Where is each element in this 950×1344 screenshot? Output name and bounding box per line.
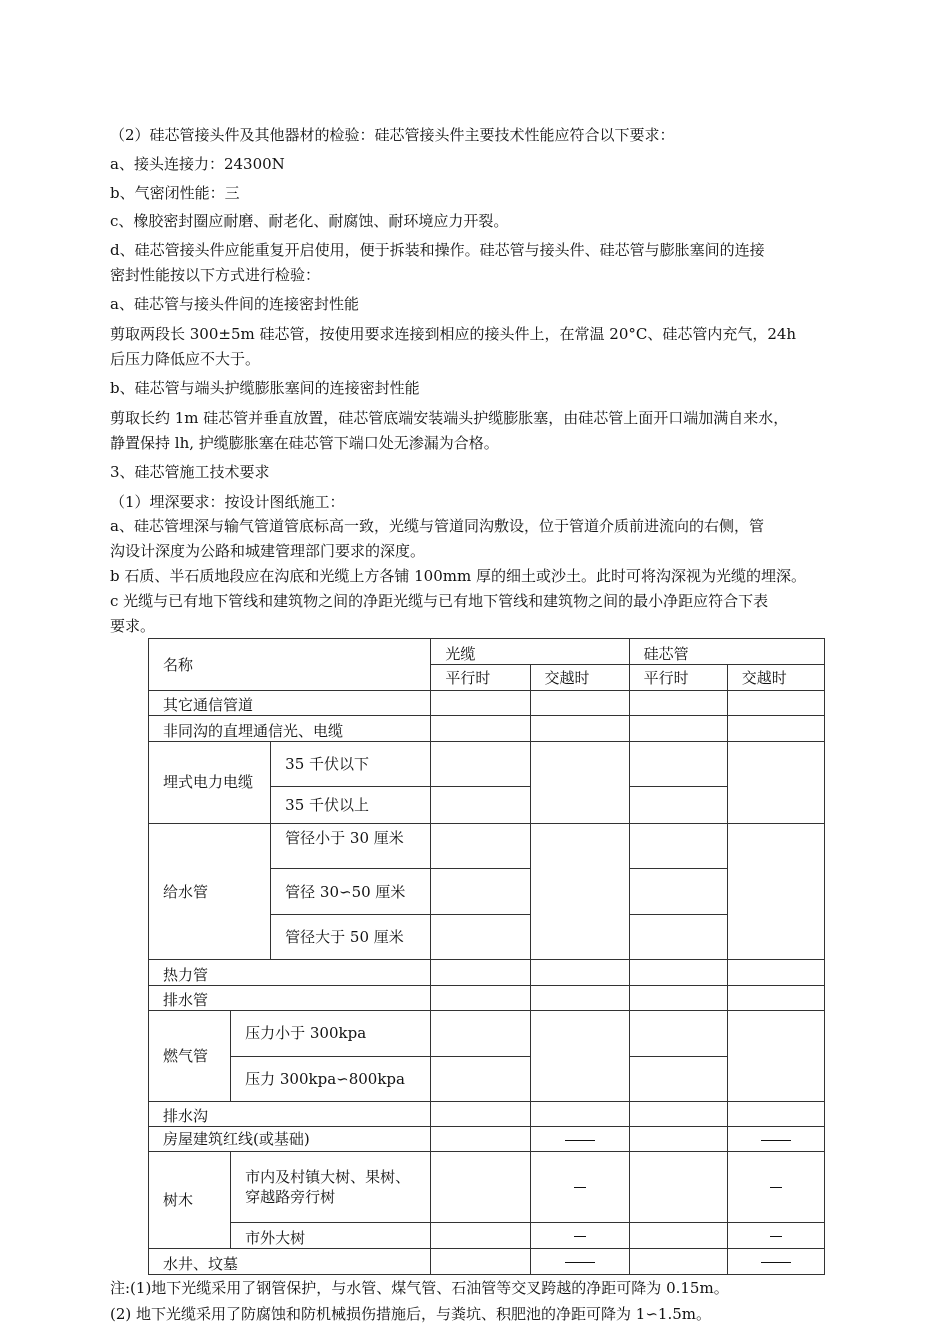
dash-mark	[574, 1187, 586, 1188]
cell	[431, 741, 530, 786]
paragraph-test-b-body: 剪取长约 1m 硅芯管并垂直放置，硅芯管底端安装端头护缆膨胀塞，由硅芯管上面开口端加满自来水，	[110, 409, 789, 427]
cell	[727, 1222, 824, 1248]
row-gas-pipe: 燃气管	[149, 1011, 231, 1102]
cell	[431, 1152, 530, 1222]
header-cable-parallel: 平行时	[431, 665, 530, 691]
cell	[431, 1248, 530, 1274]
cell	[530, 986, 629, 1011]
row-dia-30-50: 管径 30∽50 厘米	[271, 869, 431, 914]
paragraph-depth-a-cont: 沟设计深度为公路和城建管理部门要求的深度。	[110, 542, 426, 560]
header-silicon-pipe: 硅芯管	[629, 639, 824, 665]
cell	[530, 1101, 629, 1126]
cell	[727, 1101, 824, 1126]
row-drain-ditch: 排水沟	[149, 1101, 431, 1126]
cell	[431, 716, 530, 741]
dash-mark	[770, 1236, 782, 1237]
paragraph-depth-c: c 光缆与已有地下管线和建筑物之间的净距光缆与已有地下管线和建筑物之间的最小净距应符合下表	[110, 592, 769, 610]
cell	[727, 959, 824, 985]
paragraph-test-b-body-cont: 静置保持 lh, 护缆膨胀塞在硅芯管下端口处无渗漏为合格。	[110, 434, 499, 452]
row-pressure-lt300: 压力小于 300kpa	[231, 1011, 431, 1056]
cell	[629, 691, 727, 716]
cell	[727, 1011, 824, 1102]
paragraph-item-d: d、硅芯管接头件应能重复开启使用，便于拆装和操作。硅芯管与接头件、硅芯管与膨胀塞间的连接	[110, 241, 765, 259]
clearance-table	[148, 638, 825, 1275]
row-pressure-300-800: 压力 300kpa∽800kpa	[231, 1056, 431, 1101]
paragraph-test-a-body-cont: 后压力降低应不大于。	[110, 350, 261, 368]
row-trees: 树木	[149, 1152, 231, 1249]
section-heading-3: 3、硅芯管施工技术要求	[110, 463, 270, 481]
header-pipe-parallel: 平行时	[629, 665, 727, 691]
cell	[431, 691, 530, 716]
paragraph-depth-c-cont: 要求。	[110, 617, 156, 635]
paragraph-depth-b: b 石质、半石质地段应在沟底和光缆上方各铺 100mm 厚的细土或沙土。此时可将沟深视为光缆的埋深。	[110, 567, 806, 585]
cell	[530, 959, 629, 985]
paragraph-item-a: a、接头连接力：24300N	[110, 155, 285, 173]
dash-mark	[565, 1140, 595, 1141]
paragraph-test-b-title: b、硅芯管与端头护缆膨胀塞间的连接密封性能	[110, 379, 420, 397]
row-kv-above-35: 35 千伏以上	[271, 786, 431, 823]
row-water-pipe: 给水管	[149, 824, 271, 960]
row-power-cable: 埋式电力电缆	[149, 741, 271, 824]
dash-mark	[761, 1262, 791, 1263]
paragraph-test-a-body: 剪取两段长 300±5m 硅芯管，按使用要求连接到相应的接头件上，在常温 20°C、硅芯管内充气，24h	[110, 325, 797, 343]
paragraph-heading-2: （2）硅芯管接头件及其他器材的检验：硅芯管接头件主要技术性能应符合以下要求：	[110, 126, 675, 144]
cell	[431, 914, 530, 959]
cell	[629, 869, 727, 914]
paragraph-depth-a: a、硅芯管埋深与输气管道管底标高一致，光缆与管道同沟敷设，位于管道介质前进流向的右侧，管	[110, 517, 764, 535]
cell	[431, 786, 530, 823]
cell	[727, 1248, 824, 1274]
paragraph-test-a-title: a、硅芯管与接头件间的连接密封性能	[110, 295, 359, 313]
row-trees-outer: 市外大树	[231, 1222, 431, 1248]
cell	[530, 1127, 629, 1152]
cell	[727, 824, 824, 960]
cell	[431, 1011, 530, 1056]
cell	[431, 1127, 530, 1152]
cell	[629, 1248, 727, 1274]
cell	[530, 716, 629, 741]
paragraph-item-b: b、气密闭性能：三	[110, 184, 240, 202]
cell	[727, 1127, 824, 1152]
cell	[629, 1056, 727, 1101]
row-dia-gt50: 管径大于 50 厘米	[271, 914, 431, 959]
dash-mark	[574, 1236, 586, 1237]
cell	[727, 691, 824, 716]
cell	[727, 741, 824, 824]
cell	[530, 1011, 629, 1102]
row-trees-urban: 市内及村镇大树、果树、穿越路旁行树	[231, 1152, 431, 1222]
cell	[530, 1222, 629, 1248]
cell	[530, 1248, 629, 1274]
cell	[431, 869, 530, 914]
cell	[629, 1152, 727, 1222]
paragraph-depth-title: （1）埋深要求：按设计图纸施工：	[110, 493, 345, 511]
cell	[629, 1222, 727, 1248]
dash-mark	[761, 1140, 791, 1141]
row-heat-pipe: 热力管	[149, 959, 431, 985]
note-2: (2) 地下光缆采用了防腐蚀和防机械损伤措施后，与粪坑、积肥池的净距可降为 1∽1.5m。	[110, 1305, 711, 1323]
row-dia-lt30: 管径小于 30 厘米	[271, 824, 431, 869]
cell	[629, 1101, 727, 1126]
cell	[431, 824, 530, 869]
cell	[629, 986, 727, 1011]
cell	[431, 1056, 530, 1101]
cell	[629, 786, 727, 823]
row-well-tomb: 水井、坟墓	[149, 1248, 431, 1274]
cell	[629, 914, 727, 959]
cell	[629, 716, 727, 741]
header-cable: 光缆	[431, 639, 629, 665]
cell	[431, 959, 530, 985]
paragraph-item-d-cont: 密封性能按以下方式进行检验：	[110, 266, 321, 284]
row-building: 房屋建筑红线(或基础)	[149, 1127, 431, 1152]
header-name: 名称	[149, 639, 431, 691]
cell	[629, 741, 727, 786]
header-pipe-crossing: 交越时	[727, 665, 824, 691]
row-drain-pipe: 排水管	[149, 986, 431, 1011]
cell	[431, 986, 530, 1011]
note-1: 注:(1)地下光缆采用了钢管保护，与水管、煤气管、石油管等交叉跨越的净距可降为 0.15m。	[110, 1279, 729, 1297]
cell	[629, 824, 727, 869]
cell	[530, 691, 629, 716]
cell	[431, 1101, 530, 1126]
cell	[629, 1127, 727, 1152]
cell	[727, 986, 824, 1011]
cell	[629, 959, 727, 985]
row-kv-below-35: 35 千伏以下	[271, 741, 431, 786]
paragraph-item-c: c、橡胶密封圈应耐磨、耐老化、耐腐蚀、耐环境应力开裂。	[110, 212, 509, 230]
cell	[530, 1152, 629, 1222]
cell	[727, 716, 824, 741]
dash-mark	[565, 1262, 595, 1263]
row-non-same-trench: 非同沟的直埋通信光、电缆	[149, 716, 431, 741]
dash-mark	[770, 1187, 782, 1188]
header-cable-crossing: 交越时	[530, 665, 629, 691]
cell	[530, 741, 629, 824]
cell	[431, 1222, 530, 1248]
row-other-comm: 其它通信管道	[149, 691, 431, 716]
cell	[629, 1011, 727, 1056]
cell	[530, 824, 629, 960]
cell	[727, 1152, 824, 1222]
